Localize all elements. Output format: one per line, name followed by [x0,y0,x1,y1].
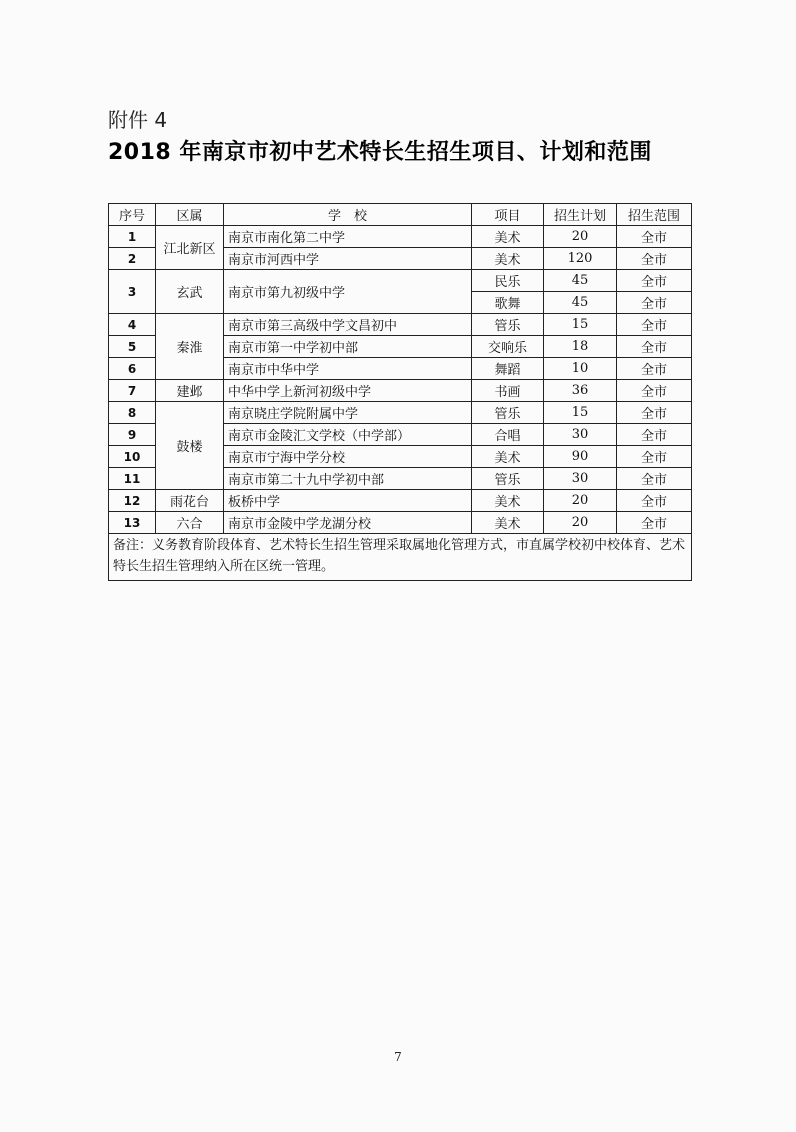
plan-cell: 90 [544,446,617,468]
plan-cell: 30 [544,468,617,490]
attachment-label: 附件 4 [108,108,168,132]
table-row [109,490,692,512]
project-cell: 美术 [472,446,544,468]
header-plan: 招生计划 [544,204,617,226]
project-cell: 民乐 [472,270,544,292]
header-district: 区属 [156,204,224,226]
seq-cell: 5 [109,336,156,358]
seq-cell: 7 [109,380,156,402]
enrollment-table [108,203,692,581]
district-cell: 玄武 [156,270,224,314]
scope-cell: 全市 [617,226,692,248]
plan-cell: 15 [544,314,617,336]
school-cell: 南京晓庄学院附属中学 [224,402,472,424]
table-note-row [109,534,692,581]
table-row [109,380,692,402]
district-cell: 鼓楼 [156,402,224,490]
plan-cell: 20 [544,512,617,534]
scope-cell: 全市 [617,424,692,446]
district-cell: 建邺 [156,380,224,402]
seq-cell: 8 [109,402,156,424]
seq-cell: 12 [109,490,156,512]
school-cell: 南京市第九初级中学 [224,270,472,314]
school-cell: 南京市金陵中学龙湖分校 [224,512,472,534]
scope-cell: 全市 [617,380,692,402]
header-project: 项目 [472,204,544,226]
plan-cell: 20 [544,226,617,248]
scope-cell: 全市 [617,402,692,424]
table-note: 备注：义务教育阶段体育、艺术特长生招生管理采取属地化管理方式，市直属学校初中校体育、艺术特长生招生管理纳入所在区统一管理。 [109,534,692,581]
project-cell: 合唱 [472,424,544,446]
project-cell: 交响乐 [472,336,544,358]
table-row [109,402,692,424]
header-school: 学 校 [224,204,472,226]
school-cell: 中华中学上新河初级中学 [224,380,472,402]
plan-cell: 36 [544,380,617,402]
scope-cell: 全市 [617,248,692,270]
project-cell: 书画 [472,380,544,402]
table-row [109,270,692,292]
plan-cell: 120 [544,248,617,270]
table-header-row [109,204,692,226]
scope-cell: 全市 [617,358,692,380]
table-row [109,226,692,248]
seq-cell: 4 [109,314,156,336]
school-cell: 南京市河西中学 [224,248,472,270]
seq-cell: 3 [109,270,156,314]
page-title: 2018 年南京市初中艺术特长生招生项目、计划和范围 [108,140,652,165]
scope-cell: 全市 [617,446,692,468]
scope-cell: 全市 [617,468,692,490]
plan-cell: 20 [544,490,617,512]
seq-cell: 10 [109,446,156,468]
project-cell: 美术 [472,512,544,534]
seq-cell: 11 [109,468,156,490]
header-seq: 序号 [109,204,156,226]
project-cell: 舞蹈 [472,358,544,380]
school-cell: 南京市金陵汇文学校（中学部） [224,424,472,446]
school-cell: 南京市南化第二中学 [224,226,472,248]
school-cell: 南京市第二十九中学初中部 [224,468,472,490]
project-cell: 美术 [472,226,544,248]
district-cell: 六合 [156,512,224,534]
plan-cell: 18 [544,336,617,358]
district-cell: 江北新区 [156,226,224,270]
seq-cell: 2 [109,248,156,270]
scope-cell: 全市 [617,292,692,314]
seq-cell: 9 [109,424,156,446]
district-cell: 雨花台 [156,490,224,512]
project-cell: 管乐 [472,402,544,424]
project-cell: 管乐 [472,468,544,490]
plan-cell: 15 [544,402,617,424]
scope-cell: 全市 [617,270,692,292]
project-cell: 美术 [472,248,544,270]
scope-cell: 全市 [617,490,692,512]
seq-cell: 1 [109,226,156,248]
plan-cell: 45 [544,270,617,292]
table-row [109,314,692,336]
project-cell: 美术 [472,490,544,512]
plan-cell: 30 [544,424,617,446]
plan-cell: 10 [544,358,617,380]
project-cell: 歌舞 [472,292,544,314]
school-cell: 南京市宁海中学分校 [224,446,472,468]
scope-cell: 全市 [617,336,692,358]
scope-cell: 全市 [617,512,692,534]
school-cell: 南京市中华中学 [224,358,472,380]
table-row [109,512,692,534]
scope-cell: 全市 [617,314,692,336]
seq-cell: 13 [109,512,156,534]
plan-cell: 45 [544,292,617,314]
seq-cell: 6 [109,358,156,380]
page-number: 7 [394,1050,402,1064]
school-cell: 南京市第一中学初中部 [224,336,472,358]
school-cell: 板桥中学 [224,490,472,512]
school-cell: 南京市第三高级中学文昌初中 [224,314,472,336]
project-cell: 管乐 [472,314,544,336]
district-cell: 秦淮 [156,314,224,380]
header-scope: 招生范围 [617,204,692,226]
